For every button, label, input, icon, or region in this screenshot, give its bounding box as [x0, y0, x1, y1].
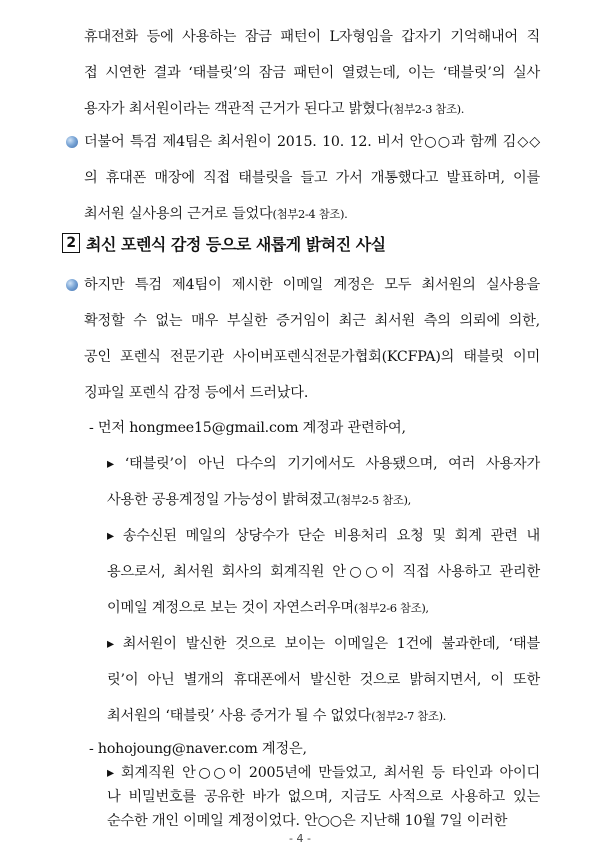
bullet-icon	[66, 279, 78, 291]
attachment-ref: (첨부2-5 참조),	[336, 493, 411, 507]
attachment-ref: (첨부2-4 참조).	[272, 207, 348, 221]
sub2-intro: - hohojoung@naver.com 계정은,	[89, 741, 307, 757]
para2-line2: 의 휴대폰 매장에 직접 태블릿을 들고 가서 개통했다고 발표하며, 이를	[84, 170, 540, 186]
section-heading	[62, 233, 386, 257]
sub1-item2-line3-text: 이메일 계정으로 보는 것이 자연스러우며	[107, 600, 354, 616]
sub1-item2-line2: 용으로서, 최서원 회사의 회계직원 안○○이 직접 사용하고 관리한	[107, 564, 540, 580]
sub1-item2-line3	[107, 598, 429, 618]
sub1-item1-line1: ▸ ‘태블릿’이 아닌 다수의 기기에서도 사용됐으며, 여러 사용자가	[107, 456, 540, 472]
para1-line3-text: 용자가 최서원이라는 객관적 근거가 된다고 밝혔다	[84, 101, 390, 117]
para3-line2: 확정할 수 없는 매우 부실한 증거임이 최근 최서원 측의 의뢰에 의한,	[84, 313, 540, 329]
sub1-item3-line3	[107, 706, 446, 726]
sub1-item3-line3-text: 최서원의 ‘태블릿’ 사용 증거가 될 수 없었다	[107, 708, 372, 724]
para3-line3: 공인 포렌식 전문기관 사이버포렌식전문가협회(KCFPA)의 태블릿 이미	[84, 349, 540, 365]
sub2-item1-line2: 나 비밀번호를 공유한 바가 없으며, 지금도 사적으로 사용하고 있는	[107, 789, 540, 805]
para2-line3	[84, 204, 347, 224]
para3-line1: 하지만 특검 제4팀이 제시한 이메일 계정은 모두 최서원의 실사용을	[84, 277, 540, 293]
para2-line3-text: 최서원 실사용의 근거로 들었다	[84, 206, 273, 222]
sub1-item1-line2-text: 사용한 공용계정일 가능성이 밝혀졌고	[107, 492, 337, 508]
section-heading-text: 최신 포렌식 감정 등으로 새롭게 밝혀진 사실	[86, 235, 386, 254]
page-number: - 4 -	[289, 832, 311, 845]
sub1-intro: - 먼저 hongmee15@gmail.com 계정과 관련하여,	[89, 420, 406, 436]
sub2-item1-line1: ▸ 회계직원 안○○이 2005년에 만들었고, 최서원 등 타인과 아이디	[107, 765, 540, 781]
para2-line1: 더불어 특검 제4팀은 최서원이 2015. 10. 12. 비서 안○○과 함께 김◇◇	[84, 134, 540, 150]
section-number-box: 2	[62, 233, 80, 253]
attachment-ref: (첨부2-3 참조).	[389, 102, 465, 116]
sub1-item3-line2: 릿’이 아닌 별개의 휴대폰에서 발신한 것으로 밝혀지면서, 이 또한	[107, 672, 540, 688]
bullet-icon	[66, 136, 78, 148]
para1-line2: 접 시연한 결과 ‘태블릿’의 잠금 패턴이 열렸는데, 이는 ‘태블릿’의 실사	[84, 65, 540, 81]
sub2-item1-line3: 순수한 개인 이메일 계정이었다. 안○○은 지난해 10월 7일 이러한	[107, 813, 508, 829]
sub1-item3-line1: ▸ 최서원이 발신한 것으로 보이는 이메일은 1건에 불과한데, ‘태블	[107, 636, 540, 652]
para3-line4: 징파일 포렌식 감정 등에서 드러났다.	[84, 385, 309, 401]
para1-line1: 휴대전화 등에 사용하는 잠금 패턴이 L자형임을 갑자기 기억해내어 직	[84, 29, 540, 45]
attachment-ref: (첨부2-7 참조).	[371, 709, 446, 723]
attachment-ref: (첨부2-6 참조),	[353, 601, 429, 615]
sub1-item1-line2	[107, 490, 411, 510]
para1-line3	[84, 99, 464, 119]
sub1-item2-line1: ▸ 송수신된 메일의 상당수가 단순 비용처리 요청 및 회계 관련 내	[107, 528, 540, 544]
